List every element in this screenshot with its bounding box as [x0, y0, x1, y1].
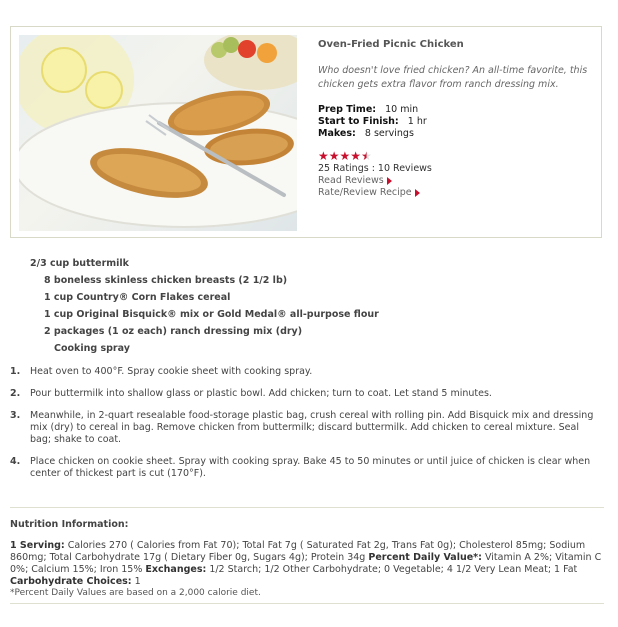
star-icon: ★ — [328, 149, 340, 163]
ratings-summary: 25 Ratings : 10 Reviews — [318, 163, 432, 174]
prep-time-label: Prep Time: — [318, 104, 377, 115]
ingredient-item: 2/3 cup buttermilk — [30, 258, 130, 269]
makes — [318, 128, 600, 140]
exchanges-label: Exchanges: — [145, 564, 207, 575]
star-icon: ★ — [350, 149, 362, 163]
start-to-finish-label: Start to Finish: — [318, 116, 399, 127]
daily-value-text: Vitamin A 2%; Vitamin C 0%; Calcium 15%; Iron 15% — [10, 552, 602, 575]
direction-step — [10, 456, 602, 480]
step-text: Place chicken on cookie sheet. Spray with cooking spray. Bake 45 to 50 minutes or until juice of chicken is clear when center of thickest part is cut (170°F). — [30, 456, 591, 479]
carb-choices-label: Carbohydrate Choices: — [10, 576, 132, 587]
recipe-description: Who doesn't love fried chicken? An all-time favorite, this chicken gets extra flavor from ranch dressing mix. — [318, 65, 588, 90]
ingredient-item: 1 cup Original Bisquick® mix or Gold Medal® all-purpose flour — [44, 309, 379, 320]
ingredients-list — [30, 255, 590, 357]
start-to-finish-value: 1 hr — [407, 116, 427, 127]
directions-list — [10, 366, 602, 490]
rate-review-link[interactable] — [318, 187, 600, 199]
start-to-finish — [318, 116, 600, 128]
star-icon: ★ — [339, 149, 351, 163]
step-text: Heat oven to 400°F. Spray cookie sheet with cooking spray. — [30, 366, 313, 377]
rate-review-label: Rate/Review Recipe — [318, 187, 412, 198]
ingredient-item: Cooking spray — [54, 343, 130, 354]
divider — [10, 603, 604, 604]
recipe-title: Oven-Fried Picnic Chicken — [318, 39, 464, 50]
step-number: 1. — [10, 366, 21, 377]
ingredient-item: 1 cup Country® Corn Flakes cereal — [44, 292, 231, 303]
step-text: Meanwhile, in 2-quart resealable food-storage plastic bag, crush cereal with rolling pin. Add Bisquick mix and dressing mix (dry) to cereal in bag. Remove chicken from buttermilk; discard buttermilk. Add chicken to cereal mixture. Seal bag; shake to coat. — [30, 410, 594, 445]
nutrition-title: Nutrition Information: — [10, 519, 129, 530]
read-reviews-link[interactable] — [318, 175, 600, 187]
recipe-card — [10, 26, 602, 238]
recipe-info — [318, 39, 600, 199]
star-rating — [318, 150, 600, 163]
nutrition-footnote: *Percent Daily Values are based on a 2,000 calorie diet. — [10, 588, 261, 598]
step-text: Pour buttermilk into shallow glass or plastic bowl. Add chicken; turn to coat. Let stand 5 minutes. — [30, 388, 492, 399]
divider — [10, 507, 604, 508]
makes-value: 8 servings — [364, 128, 414, 139]
daily-value-label: Percent Daily Value*: — [368, 552, 482, 563]
prep-time-value: 10 min — [385, 104, 419, 115]
makes-label: Makes: — [318, 128, 356, 139]
ingredient-item: 2 packages (1 oz each) ranch dressing mix (dry) — [44, 326, 303, 337]
ingredient-item: 8 boneless skinless chicken breasts (2 1/2 lb) — [44, 275, 288, 286]
arrow-right-icon — [415, 189, 420, 197]
direction-step — [10, 410, 602, 446]
serving-label: 1 Serving: — [10, 540, 65, 551]
prep-time — [318, 104, 600, 116]
read-reviews-label: Read Reviews — [318, 175, 384, 186]
star-icon: ★ — [361, 149, 372, 163]
arrow-right-icon — [387, 177, 392, 185]
direction-step — [10, 388, 602, 400]
step-number: 2. — [10, 388, 21, 399]
nutrition-info — [10, 540, 604, 588]
step-number: 3. — [10, 410, 21, 421]
star-icon: ★ — [318, 149, 329, 163]
step-number: 4. — [10, 456, 21, 467]
direction-step — [10, 366, 602, 378]
carb-choices-text: 1 — [134, 576, 141, 587]
serving-text: Calories 270 ( Calories from Fat 70); Total Fat 7g ( Saturated Fat 2g, Trans Fat 0g); Cholesterol 85mg; Sodium 860mg; Total Carbohydrate 17g ( Dietary Fiber 0g, Sugars 4g); Protein 34g — [10, 540, 586, 563]
recipe-photo — [19, 35, 297, 231]
exchanges-text: 1/2 Starch; 1/2 Other Carbohydrate; 0 Vegetable; 4 1/2 Very Lean Meat; 1 Fat — [209, 564, 578, 575]
